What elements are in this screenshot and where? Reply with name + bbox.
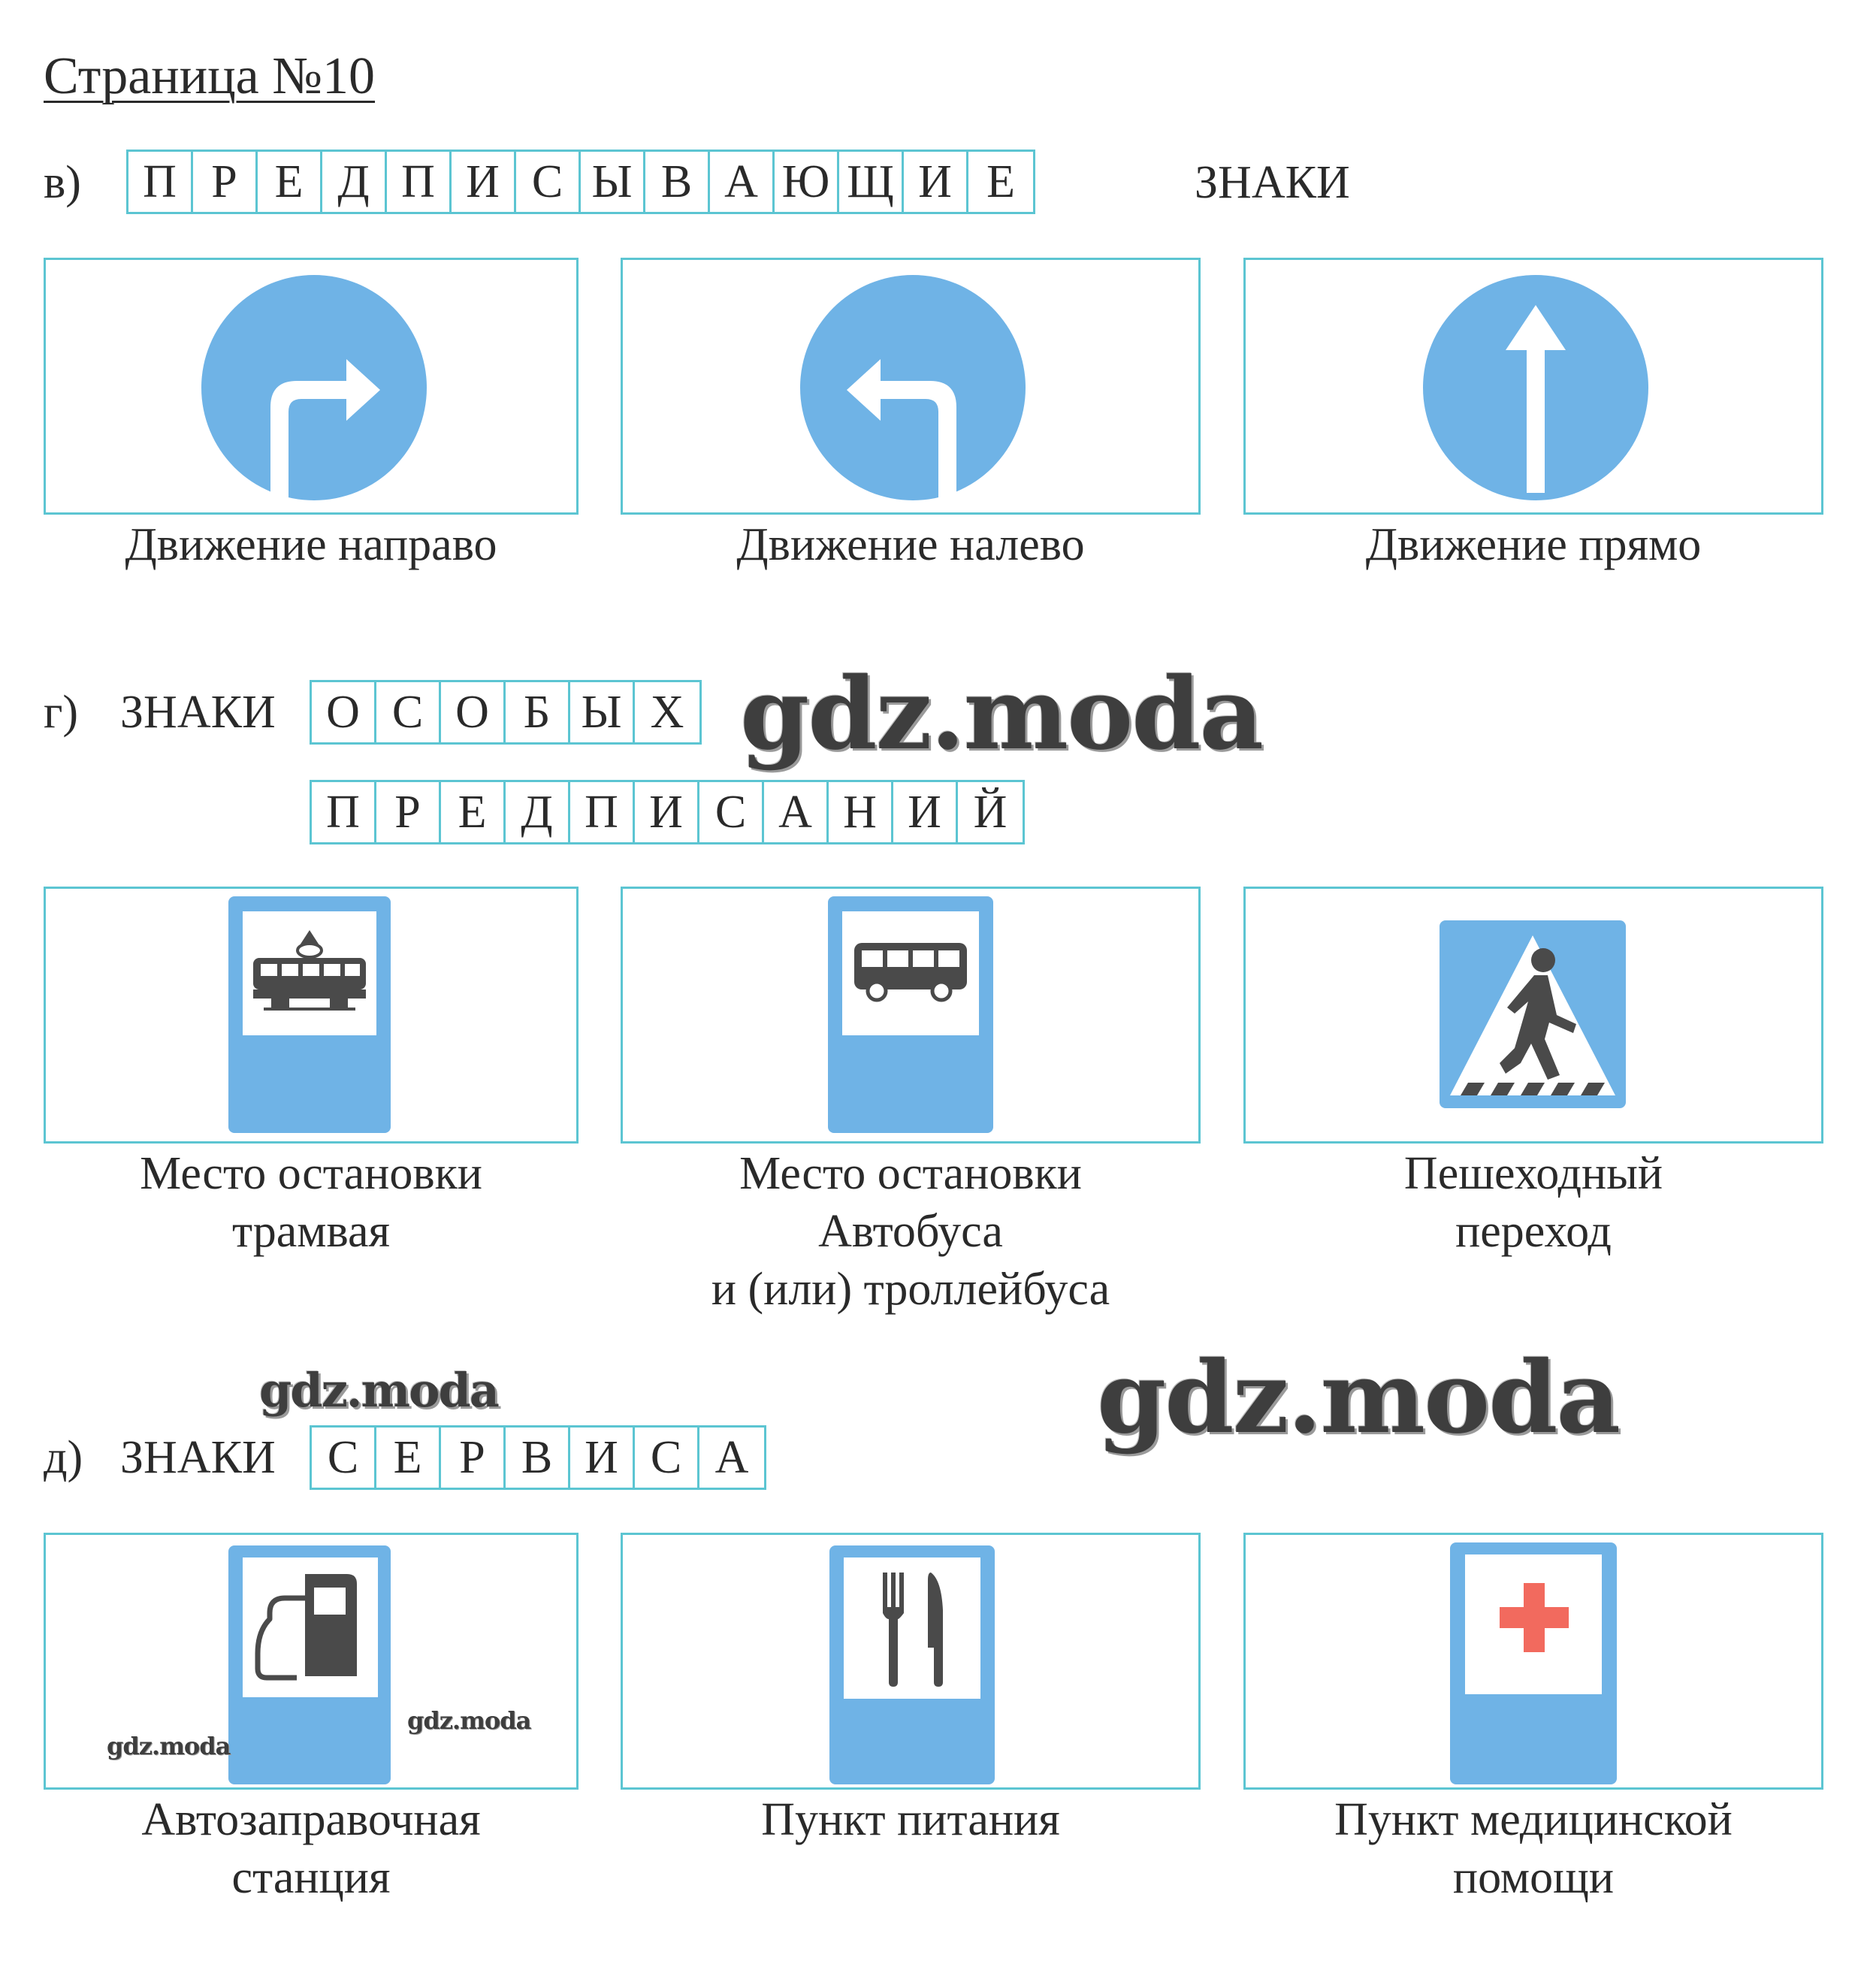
letter-cell: В (645, 152, 710, 212)
letter-cell: С (635, 1428, 699, 1488)
letter-cell: Ы (570, 682, 635, 742)
sign-caption: Пункт медицинской помощи (1334, 1794, 1733, 1903)
letter-cell: С (699, 782, 764, 842)
letter-cell: Е (258, 152, 322, 212)
section-d-label: д) (44, 1432, 83, 1483)
letter-cell: А (714, 1432, 749, 1483)
sign-caption: Место остановки Автобуса и (или) троллейбуса (711, 1148, 1110, 1315)
letter-cell: Д (322, 152, 387, 212)
sign-box-pedestrian-crossing (1243, 887, 1823, 1144)
sign-caption: Движение прямо (1365, 519, 1702, 570)
bus-icon (828, 896, 993, 1133)
section-g-word: ЗНАКИ (120, 687, 276, 738)
sign-box-straight (1243, 258, 1823, 515)
sign-box-medical-aid (1243, 1533, 1823, 1790)
letter-cell: Е (986, 156, 1015, 207)
letter-cell: С (516, 152, 581, 212)
letter-cell: Щ (839, 152, 904, 212)
letter-grid-predpisyvayushchie (126, 150, 1035, 214)
letter-cell: П (312, 782, 376, 842)
fuel-pump-icon (228, 1545, 391, 1784)
watermark: gdz.moda (259, 1363, 498, 1418)
letter-grid-predpisaniy (310, 780, 1025, 844)
letter-cell: О (312, 682, 376, 742)
section-v-word: ЗНАКИ (1195, 157, 1350, 208)
letter-grid-servisa (310, 1425, 766, 1490)
sign-box-tram-stop (44, 887, 579, 1144)
sign-box-food-point (621, 1533, 1201, 1790)
letter-cell: Б (506, 682, 570, 742)
letter-cell: А (710, 152, 775, 212)
letter-cell: И (904, 152, 968, 212)
watermark: gdz.moda (107, 1732, 231, 1760)
letter-cell: Е (376, 1428, 441, 1488)
letter-cell: Н (829, 782, 893, 842)
left-turn-arrow-icon (800, 275, 1026, 500)
red-cross-icon (1450, 1542, 1617, 1784)
sign-caption: Место остановки трамвая (140, 1148, 482, 1257)
sign-caption: Автозаправочная станция (141, 1794, 481, 1903)
watermark: gdz.moda (1097, 1340, 1620, 1456)
right-turn-arrow-icon (201, 275, 427, 500)
page-title: Страница №10 (44, 47, 376, 105)
straight-arrow-icon (1423, 275, 1648, 500)
letter-cell: Ю (775, 152, 839, 212)
letter-cell: А (764, 782, 829, 842)
watermark: gdz.moda (407, 1706, 531, 1735)
section-v-label: в) (44, 157, 81, 208)
pedestrian-icon (1440, 920, 1626, 1108)
letter-cell: Р (376, 782, 441, 842)
letter-cell: П (387, 152, 452, 212)
letter-cell: Х (650, 687, 684, 738)
letter-cell: И (570, 1428, 635, 1488)
section-d-word: ЗНАКИ (120, 1432, 276, 1483)
letter-cell: С (376, 682, 441, 742)
sign-box-left-turn (621, 258, 1201, 515)
letter-cell: Ы (581, 152, 645, 212)
letter-cell: Й (973, 787, 1008, 838)
letter-cell: И (893, 782, 958, 842)
sign-box-right-turn (44, 258, 579, 515)
sign-box-bus-stop (621, 887, 1201, 1144)
letter-cell: В (506, 1428, 570, 1488)
sign-caption: Движение налево (736, 519, 1085, 570)
letter-cell: И (452, 152, 516, 212)
fork-knife-icon (829, 1545, 995, 1784)
sign-caption: Движение направо (125, 519, 497, 570)
letter-cell: И (635, 782, 699, 842)
letter-cell: П (570, 782, 635, 842)
tram-icon (228, 896, 391, 1133)
section-g-label: г) (44, 687, 79, 738)
letter-cell: Р (193, 152, 258, 212)
letter-cell: С (312, 1428, 376, 1488)
letter-cell: Е (441, 782, 506, 842)
letter-cell: О (441, 682, 506, 742)
letter-cell: Р (441, 1428, 506, 1488)
letter-cell: П (128, 152, 193, 212)
sign-caption: Пешеходный переход (1403, 1148, 1663, 1257)
letter-grid-osobykh (310, 680, 702, 745)
watermark: gdz.moda (740, 656, 1263, 772)
sign-caption: Пункт питания (761, 1794, 1060, 1845)
letter-cell: Д (506, 782, 570, 842)
